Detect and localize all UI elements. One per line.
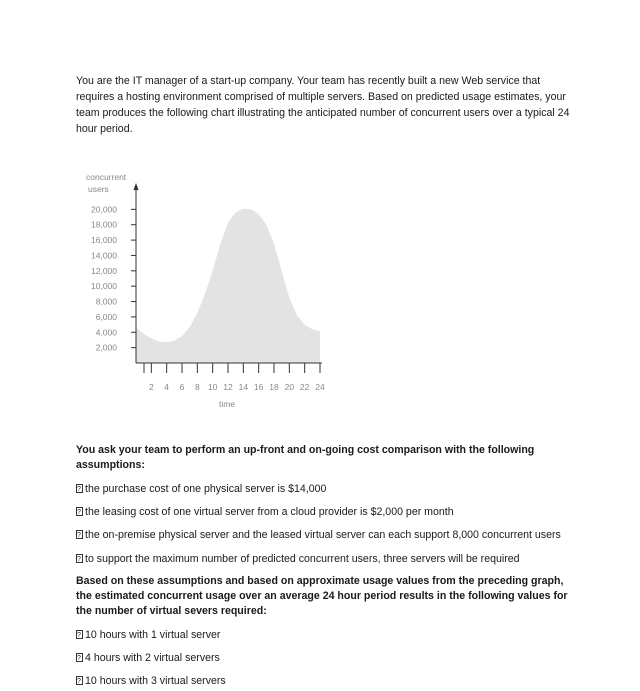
assumption-item — [76, 552, 576, 567]
y-tick-label: 12,000 — [91, 265, 117, 276]
assumption-text: the purchase cost of one physical server is $14,000 — [85, 483, 327, 495]
y-tick-label: 14,000 — [91, 250, 117, 261]
intro-paragraph: You are the IT manager of a start-up company. Your team has recently built a new Web service that requires a hosting environment comprised of multiple servers. Based on predicted usage estimates, your team produces the following chart illustrating the anticipated number of concurrent users over a typical 24 hour period. — [76, 75, 570, 135]
missing-glyph-icon — [76, 630, 83, 639]
y-axis-arrow — [134, 183, 139, 190]
x-tick-label: 22 — [299, 382, 310, 392]
x-tick-label: 2 — [148, 382, 154, 392]
x-tick-label: 4 — [164, 382, 170, 392]
x-axis-label: time — [218, 399, 236, 409]
y-tick-label: 16,000 — [91, 235, 117, 246]
y-tick-label: 8,000 — [95, 296, 117, 307]
assumption-text: the leasing cost of one virtual server from a cloud provider is $2,000 per month — [85, 506, 454, 518]
assumption-item — [76, 528, 576, 543]
x-tick-label: 24 — [315, 382, 325, 392]
y-axis-label-line1: concurrent — [86, 172, 127, 182]
x-tick-label: 14 — [238, 382, 249, 392]
assumption-item — [76, 505, 576, 520]
y-tick-label: 10,000 — [91, 281, 117, 292]
y-tick-label: 2,000 — [95, 342, 117, 353]
usage-item — [76, 628, 576, 643]
assumptions-heading: You ask your team to perform an up-front and on-going cost comparison with the following assumptions: — [76, 444, 535, 471]
assumption-text: to support the maximum number of predicted concurrent users, three servers will be required — [85, 553, 520, 565]
usage-text: 4 hours with 2 virtual servers — [85, 652, 220, 664]
x-tick-label: 20 — [284, 382, 295, 392]
x-tick-label: 12 — [223, 382, 233, 392]
y-axis-label-line2: users — [88, 184, 109, 194]
missing-glyph-icon — [76, 530, 83, 539]
assumption-text: the on-premise physical server and the leased virtual server can each support 8,000 concurrent users — [85, 529, 561, 541]
missing-glyph-icon — [76, 484, 83, 493]
missing-glyph-icon — [76, 507, 83, 516]
x-tick-label: 18 — [269, 382, 279, 392]
concurrent-users-chart — [76, 168, 346, 418]
missing-glyph-icon — [76, 653, 83, 662]
usage-text: 10 hours with 3 virtual servers — [85, 675, 226, 687]
missing-glyph-icon — [76, 554, 83, 563]
x-tick-label: 8 — [194, 382, 200, 392]
x-tick-label: 6 — [179, 382, 185, 392]
y-tick-label: 18,000 — [91, 219, 117, 230]
usage-item — [76, 674, 576, 689]
y-tick-label: 20,000 — [91, 204, 117, 215]
usage-heading: Based on these assumptions and based on approximate usage values from the preceding graph, the estimated concurrent usage over an average 24 hour period results in the following values for the number of virtual severs required: — [76, 575, 568, 617]
x-tick-label: 16 — [253, 382, 264, 392]
usage-area — [136, 209, 320, 363]
y-tick-label: 4,000 — [95, 327, 117, 338]
usage-text: 10 hours with 1 virtual server — [85, 629, 221, 641]
usage-item — [76, 651, 576, 666]
x-tick-label: 10 — [207, 382, 218, 392]
chart-canvas — [76, 168, 346, 418]
assumption-item — [76, 482, 576, 497]
missing-glyph-icon — [76, 676, 83, 685]
y-tick-label: 6,000 — [95, 311, 117, 322]
